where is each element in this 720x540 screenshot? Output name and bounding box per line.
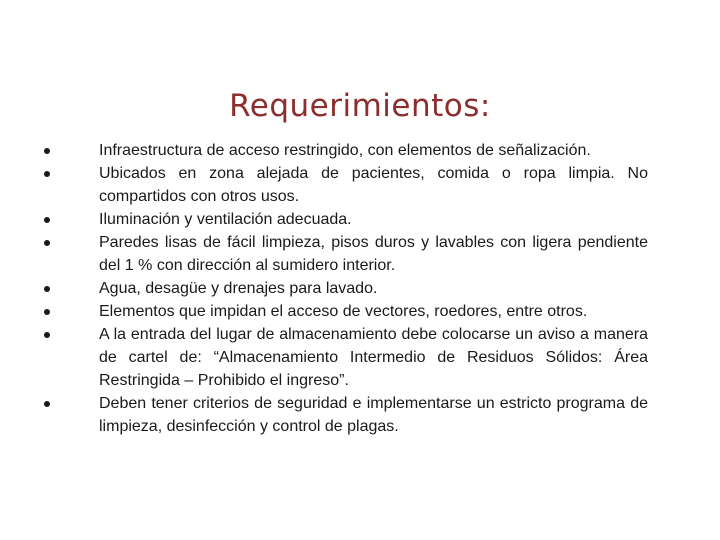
list-item (44, 277, 648, 300)
bullet-icon (44, 217, 50, 223)
bullet-icon (44, 286, 50, 292)
list-item (44, 162, 648, 208)
bullet-text: Agua, desagüe y drenajes para lavado. (99, 280, 378, 297)
list-item (44, 392, 648, 438)
list-item (44, 208, 648, 231)
bullet-list (44, 139, 648, 438)
bullet-text: A la entrada del lugar de almacenamiento debe colocarse un aviso a manera de cartel de: “Almacenamiento Intermedio de Residuos Sólidos: Área Restringida – Prohibido el ingreso”. (99, 326, 648, 389)
list-item (44, 323, 648, 392)
bullet-icon (44, 401, 50, 407)
bullet-icon (44, 240, 50, 246)
list-item (44, 231, 648, 277)
bullet-text: Iluminación y ventilación adecuada. (99, 211, 352, 228)
bullet-text: Infraestructura de acceso restringido, con elementos de señalización. (99, 142, 591, 159)
bullet-text: Elementos que impidan el acceso de vectores, roedores, entre otros. (99, 303, 588, 320)
bullet-text: Deben tener criterios de seguridad e implementarse un estricto programa de limpieza, desinfección y control de plagas. (99, 395, 648, 435)
list-item (44, 300, 648, 323)
bullet-icon (44, 148, 50, 154)
bullet-text: Paredes lisas de fácil limpieza, pisos duros y lavables con ligera pendiente del 1 % con dirección al sumidero interior. (99, 234, 648, 274)
bullet-icon (44, 171, 50, 177)
slide-title: Requerimientos: (229, 88, 491, 124)
bullet-icon (44, 309, 50, 315)
bullet-text: Ubicados en zona alejada de pacientes, comida o ropa limpia. No compartidos con otros usos. (99, 165, 648, 205)
list-item (44, 139, 648, 162)
bullet-icon (44, 332, 50, 338)
